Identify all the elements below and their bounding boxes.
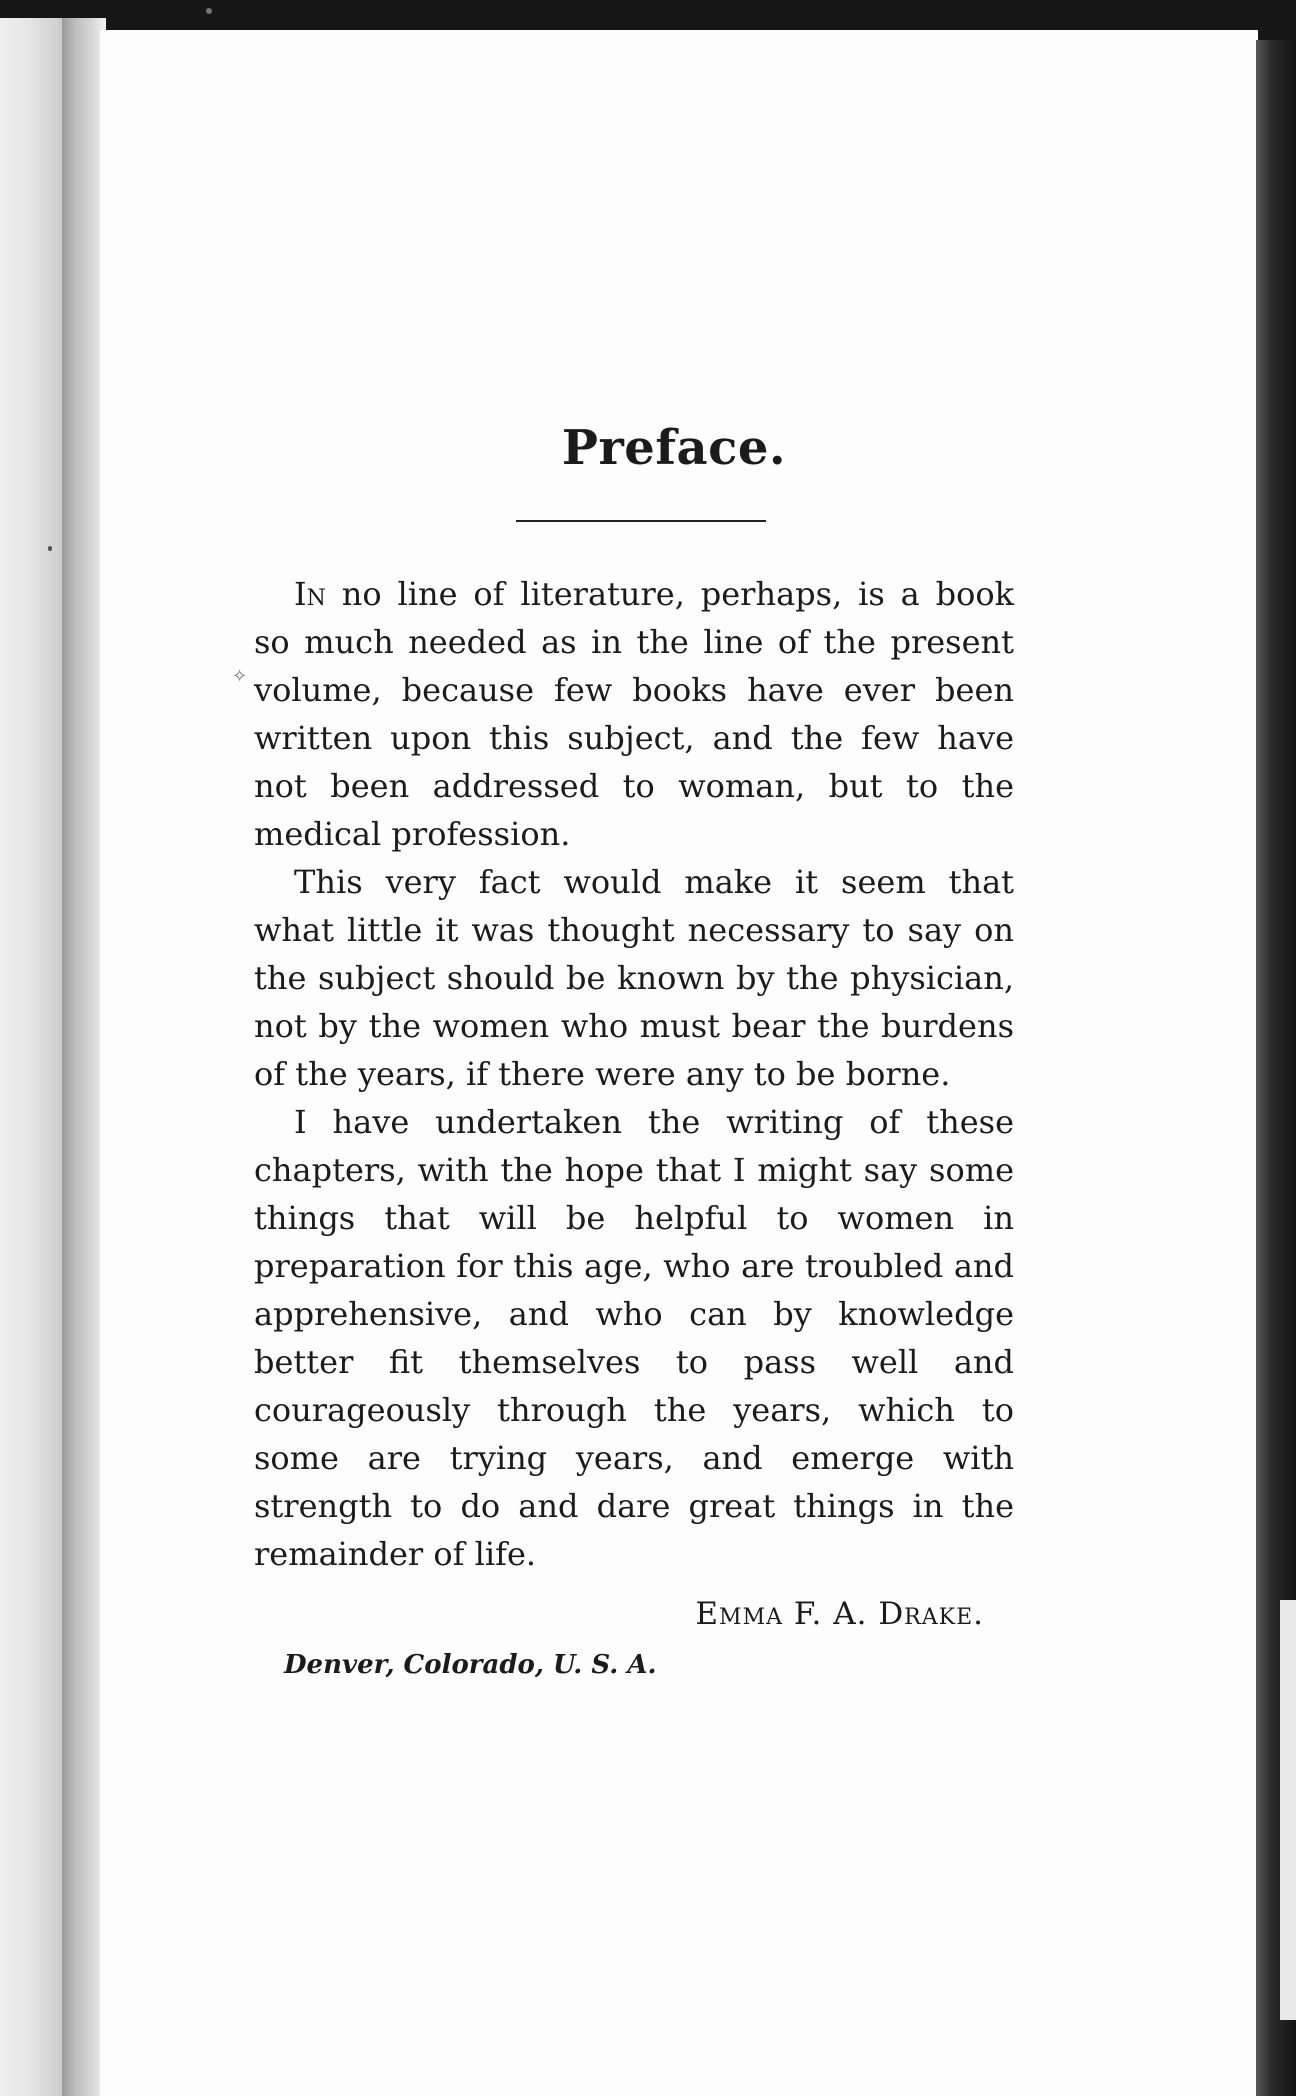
paragraph [254, 858, 1014, 1098]
place-line: Denver, Colorado, U. S. A. [284, 1650, 657, 1680]
preface-text-block [254, 420, 1014, 1680]
speck [48, 546, 52, 551]
page-title: Preface. [561, 420, 787, 476]
paragraph [254, 570, 1014, 858]
speck [206, 8, 212, 14]
author-signature: Emma F. A. Drake. [695, 1596, 984, 1632]
paragraph-text: This very fact would make it seem that what little it was thought necessary to say on the subject should be known by the physician, not by the women who must bear the burdens of the years, if there were any to be borne. [254, 863, 1014, 1093]
paragraph [254, 1098, 1014, 1578]
title-rule [516, 520, 766, 522]
paragraph-text: I have undertaken the writing of these chapters, with the hope that I might say some things that will be helpful to women in preparation for this age, who are troubled and apprehensive, and who can by knowledge better fit themselves to pass well and courageously through the years, which to some are trying years, and emerge with strength to do and dare great things in the remainder of life. [254, 1103, 1014, 1573]
preface-body [254, 570, 1014, 1578]
drop-lead: In [294, 575, 326, 613]
scan-border [1280, 1600, 1296, 2020]
paragraph-text: no line of literature, perhaps, is a book so much needed as in the line of the present volume, because few books have ever been written upon this subject, and the few have not been addressed to woman, but to the medical profession. [254, 575, 1014, 853]
margin-mark: ✧ [232, 666, 248, 687]
